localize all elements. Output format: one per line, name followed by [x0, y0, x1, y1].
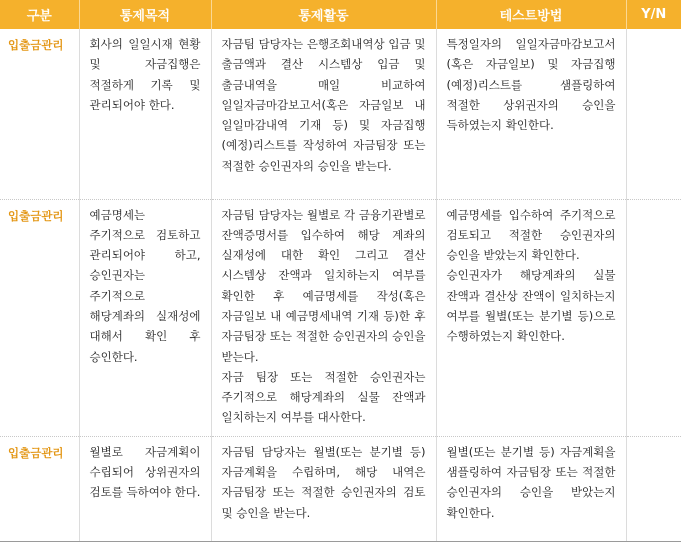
header-test-method: 테스트방법: [436, 0, 626, 29]
header-yn: Y/N: [626, 0, 681, 29]
test-paragraph: 승인권자가 해당계좌의 실물 잔액과 결산상 잔액이 일치하는지 여부를 월별(또는 분기별 등)으로 수행하였는지 확인한다.: [446, 268, 616, 344]
row-category: 입출금관리: [0, 199, 79, 436]
header-activity: 통제활동: [211, 0, 436, 29]
row-objective: 회사의 일일시재 현황 및 자금집행은 적절하게 기록 및 관리되어야 한다.: [79, 29, 211, 199]
test-paragraph: 특정일자의 일일자금마감보고서(혹은 자금일보) 및 자금집행(예정)리스트를 샘플링하여 적절한 상위권자의 승인을 득하였는지 확인한다.: [446, 37, 616, 133]
row-test-method: [436, 436, 626, 541]
row-category: 입출금관리: [0, 436, 79, 541]
header-objective: 통제목적: [79, 0, 211, 29]
row-activity: [211, 436, 436, 541]
table-body: [0, 29, 681, 541]
table-header: [0, 0, 681, 29]
row-activity: [211, 199, 436, 436]
row-yn-cell[interactable]: [626, 436, 681, 541]
row-test-method: [436, 29, 626, 199]
table-row: [0, 29, 681, 199]
row-objective: 월별로 자금계획이 수립되어 상위권자의 검토를 득하여야 한다.: [79, 436, 211, 541]
row-yn-cell[interactable]: [626, 29, 681, 199]
activity-paragraph: 자금 팀장 또는 적절한 승인권자는 주기적으로 해당계좌의 실물 잔액과 일치하는지 여부를 대사한다.: [221, 369, 426, 425]
row-activity: [211, 29, 436, 199]
table-row: [0, 199, 681, 436]
header-category: 구분: [0, 0, 79, 29]
row-category: 입출금관리: [0, 29, 79, 199]
activity-paragraph: 자금팀 담당자는 월별로 각 금융기관별로 잔액증명서를 입수하여 해당 계좌의 실재성에 대한 확인 그리고 결산 시스템상 잔액과 일치하는지 여부를 확인한 후 예금명세를 작성(혹은 자금일보 내 예금명세내역 기재 등)한 후 자금팀장 또는 적절한 승인권자의 승인을 받는다.: [221, 207, 426, 364]
row-test-method: [436, 199, 626, 436]
activity-paragraph: 자금팀 담당자는 은행조회내역상 입금 및 출금액과 결산 시스템상 입금 및 출금내역을 매일 비교하여 일일자금마감보고서(혹은 자금일보 내 일일마감내역 기재 등) 및 자금집행(예정)리스트를 작성하여 자금팀장 또는 적절한 승인권자의 승인을 받는다.: [221, 37, 426, 173]
test-paragraph: 월별(또는 분기별 등) 자금계획을 샘플링하여 자금팀장 또는 적절한 승인권자의 승인을 받았는지 확인한다.: [446, 444, 616, 520]
row-yn-cell[interactable]: [626, 199, 681, 436]
table-row: [0, 436, 681, 541]
row-objective: 예금명세는 주기적으로 검토하고 관리되어야 하고, 승인권자는 주기적으로 해당계좌의 실재성에 대해서 확인 후 승인한다.: [79, 199, 211, 436]
activity-paragraph: 자금팀 담당자는 월별(또는 분기별 등) 자금계획을 수립하며, 해당 내역은 자금팀장 또는 적절한 승인권자의 검토 및 승인을 받는다.: [221, 444, 426, 520]
test-paragraph: 예금명세를 입수하여 주기적으로 검토되고 적절한 승인권자의 승인을 받았는지 확인한다.: [446, 207, 616, 263]
header-row: [0, 0, 681, 29]
